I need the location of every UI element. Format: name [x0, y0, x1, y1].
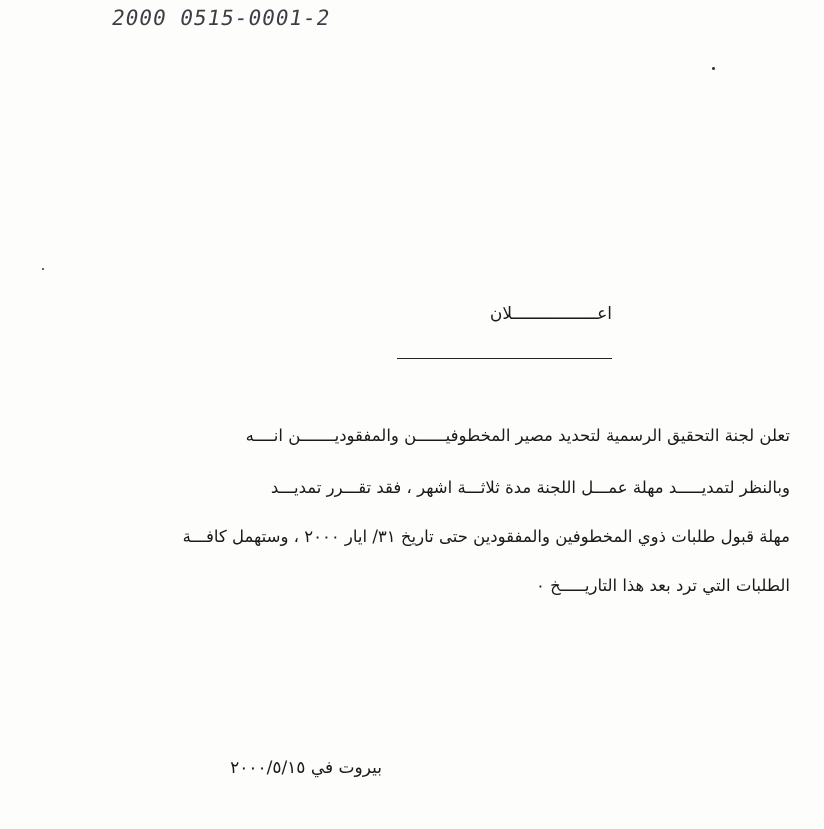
body-line-3: مهلة قبول طلبات ذوي المخطوفين والمفقودين حتى تاريخ ٣١/ ايار ٢٠٠٠ ، وستهمل كافـــة — [182, 527, 790, 546]
scan-speck — [42, 268, 44, 270]
body-line-1: تعلن لجنة التحقيق الرسمية لتحديد مصير المخطوفيــــــن والمفقوديـــــــن انــــه — [245, 426, 790, 445]
body-line-2: وبالنظر لتمديـــــد مهلة عمـــل اللجنة مدة ثلاثـــة اشهر ، فقد تقـــرر تمديـــد — [270, 478, 790, 497]
body-line-4: الطلبات التي ترد بعد هذا التاريـــــخ ٠ — [535, 576, 790, 595]
announcement-title: اعـــــــــــــــــلان — [489, 304, 612, 324]
handwritten-reference-number: 2000 0515-0001-2 — [109, 6, 333, 30]
scan-speck — [712, 67, 715, 70]
title-underline — [397, 358, 612, 359]
place-and-date: بيروت في ٢٠٠٠/٥/١٥ — [230, 758, 382, 778]
